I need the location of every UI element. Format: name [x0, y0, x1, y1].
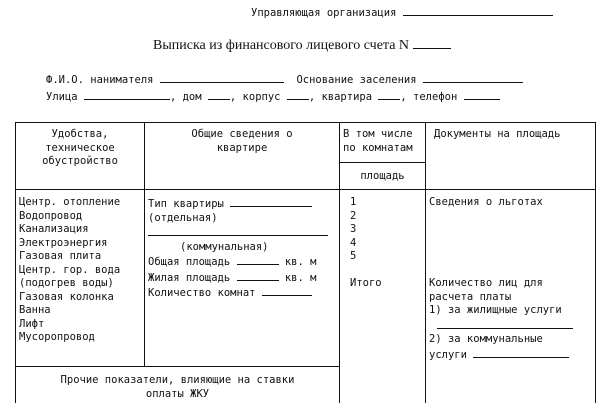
- col3-header-line: по комнатам: [343, 141, 413, 154]
- list-item: Электроэнергия: [19, 236, 108, 249]
- header-bottom-border: [15, 189, 596, 190]
- unit-label: кв. м: [284, 256, 317, 268]
- col1-header-line: техническое: [45, 141, 115, 154]
- count-label: Количество лиц для: [429, 277, 543, 289]
- list-item: (подогрев воды): [19, 277, 114, 289]
- street-label: Улица: [46, 91, 78, 103]
- list-item: Водопровод: [19, 209, 83, 222]
- list-item: Газовая плита: [19, 250, 102, 262]
- total-area-field[interactable]: [237, 254, 279, 265]
- table-right-border: [595, 122, 596, 403]
- col3-sub-divider: [339, 162, 425, 163]
- fio-line: [46, 72, 523, 87]
- rooms-count-label: Количество комнат: [148, 287, 256, 299]
- list-item: Центр. гор. вода: [19, 263, 121, 276]
- col4-header: [434, 128, 560, 142]
- flat-type-label: Тип квартиры: [148, 198, 224, 210]
- other-indicators-line: оплаты ЖКУ: [145, 387, 210, 400]
- communal-field[interactable]: [473, 347, 569, 358]
- payment-block: [429, 277, 594, 362]
- title-text: Выписка из финансового лицевого счета N: [153, 38, 410, 53]
- col3-header: [343, 128, 425, 155]
- rooms-count-field[interactable]: [262, 285, 312, 296]
- separate-label: (отдельная): [148, 211, 218, 224]
- total-label: Итого: [350, 277, 382, 289]
- benefits-block: [429, 196, 543, 210]
- living-area-label: Жилая площадь: [148, 271, 231, 284]
- living-area-field[interactable]: [237, 270, 279, 281]
- list-item: Канализация: [19, 223, 89, 235]
- street-field[interactable]: [84, 89, 170, 100]
- korpus-field[interactable]: [287, 89, 309, 100]
- col3-header-line: В том числе: [343, 128, 413, 140]
- list-item: 4: [350, 236, 357, 249]
- col2-header-line: квартире: [216, 141, 268, 154]
- list-item: Мусоропровод: [19, 331, 95, 343]
- fio-field[interactable]: [160, 72, 284, 83]
- org-field[interactable]: [403, 5, 553, 16]
- rooms-list: [350, 196, 356, 264]
- korpus-label: корпус: [242, 91, 281, 103]
- phone-field[interactable]: [464, 89, 500, 100]
- col1-header: [16, 128, 144, 169]
- benefits-label: Сведения о льготах: [429, 196, 543, 208]
- col1-header-line: обустройство: [42, 155, 118, 167]
- address-line: Улица , дом , корпус , квартира , телефон: [46, 89, 500, 104]
- amenities-list: [19, 196, 120, 345]
- list-item: Лифт: [19, 317, 45, 330]
- area-subheader: площадь: [360, 170, 405, 182]
- total-area-label: Общая площадь: [148, 256, 231, 268]
- flat-type-field[interactable]: [230, 196, 312, 207]
- fio-label: Ф.И.О. нанимателя: [46, 74, 154, 86]
- flat-field[interactable]: [378, 89, 400, 100]
- phone-label: телефон: [413, 91, 458, 103]
- other-indicators-line: Прочие показатели, влияющие на ставки: [60, 374, 295, 386]
- flat-info: [148, 196, 338, 301]
- communal-services-label: услуги: [429, 348, 467, 361]
- list-item: 2: [350, 209, 357, 222]
- col3-divider: [425, 122, 426, 403]
- total-cell: [350, 277, 382, 291]
- count-label: расчета платы: [429, 290, 512, 303]
- communal-label: (коммунальная): [180, 240, 269, 253]
- unit-label: кв. м: [284, 271, 317, 284]
- flat-label: квартира: [321, 91, 373, 103]
- org-label: Управляющая организация: [251, 7, 397, 19]
- col1-divider: [144, 122, 145, 366]
- other-row-divider: [15, 366, 339, 367]
- list-item: Ванна: [19, 304, 51, 316]
- housing-label: 1) за жилищные услуги: [429, 304, 562, 316]
- communal-services-label: 2) за коммунальные: [429, 333, 543, 345]
- list-item: Центр. отопление: [19, 196, 121, 208]
- col2-divider: [339, 122, 340, 403]
- house-field[interactable]: [208, 89, 230, 100]
- col3-subheader: [340, 170, 425, 184]
- col1-header-line: Удобства,: [51, 128, 109, 140]
- col4-header-text: Документы на площадь: [434, 128, 561, 140]
- page-title: [153, 38, 451, 52]
- col2-header: [145, 128, 339, 155]
- house-label: дом: [182, 91, 202, 103]
- flat-type-extra-field[interactable]: [148, 225, 328, 236]
- org-line: [251, 5, 553, 20]
- other-indicators: [16, 374, 339, 401]
- col2-header-line: Общие сведения о: [191, 128, 293, 140]
- account-number-field[interactable]: [413, 38, 451, 49]
- list-item: 1: [350, 196, 357, 208]
- list-item: Газовая колонка: [19, 290, 114, 303]
- list-item: 5: [350, 250, 357, 262]
- basis-label: Основание заселения: [296, 74, 417, 86]
- table-top-border: [15, 122, 596, 123]
- housing-field[interactable]: [437, 318, 573, 329]
- basis-field[interactable]: [423, 72, 523, 83]
- list-item: 3: [350, 223, 357, 235]
